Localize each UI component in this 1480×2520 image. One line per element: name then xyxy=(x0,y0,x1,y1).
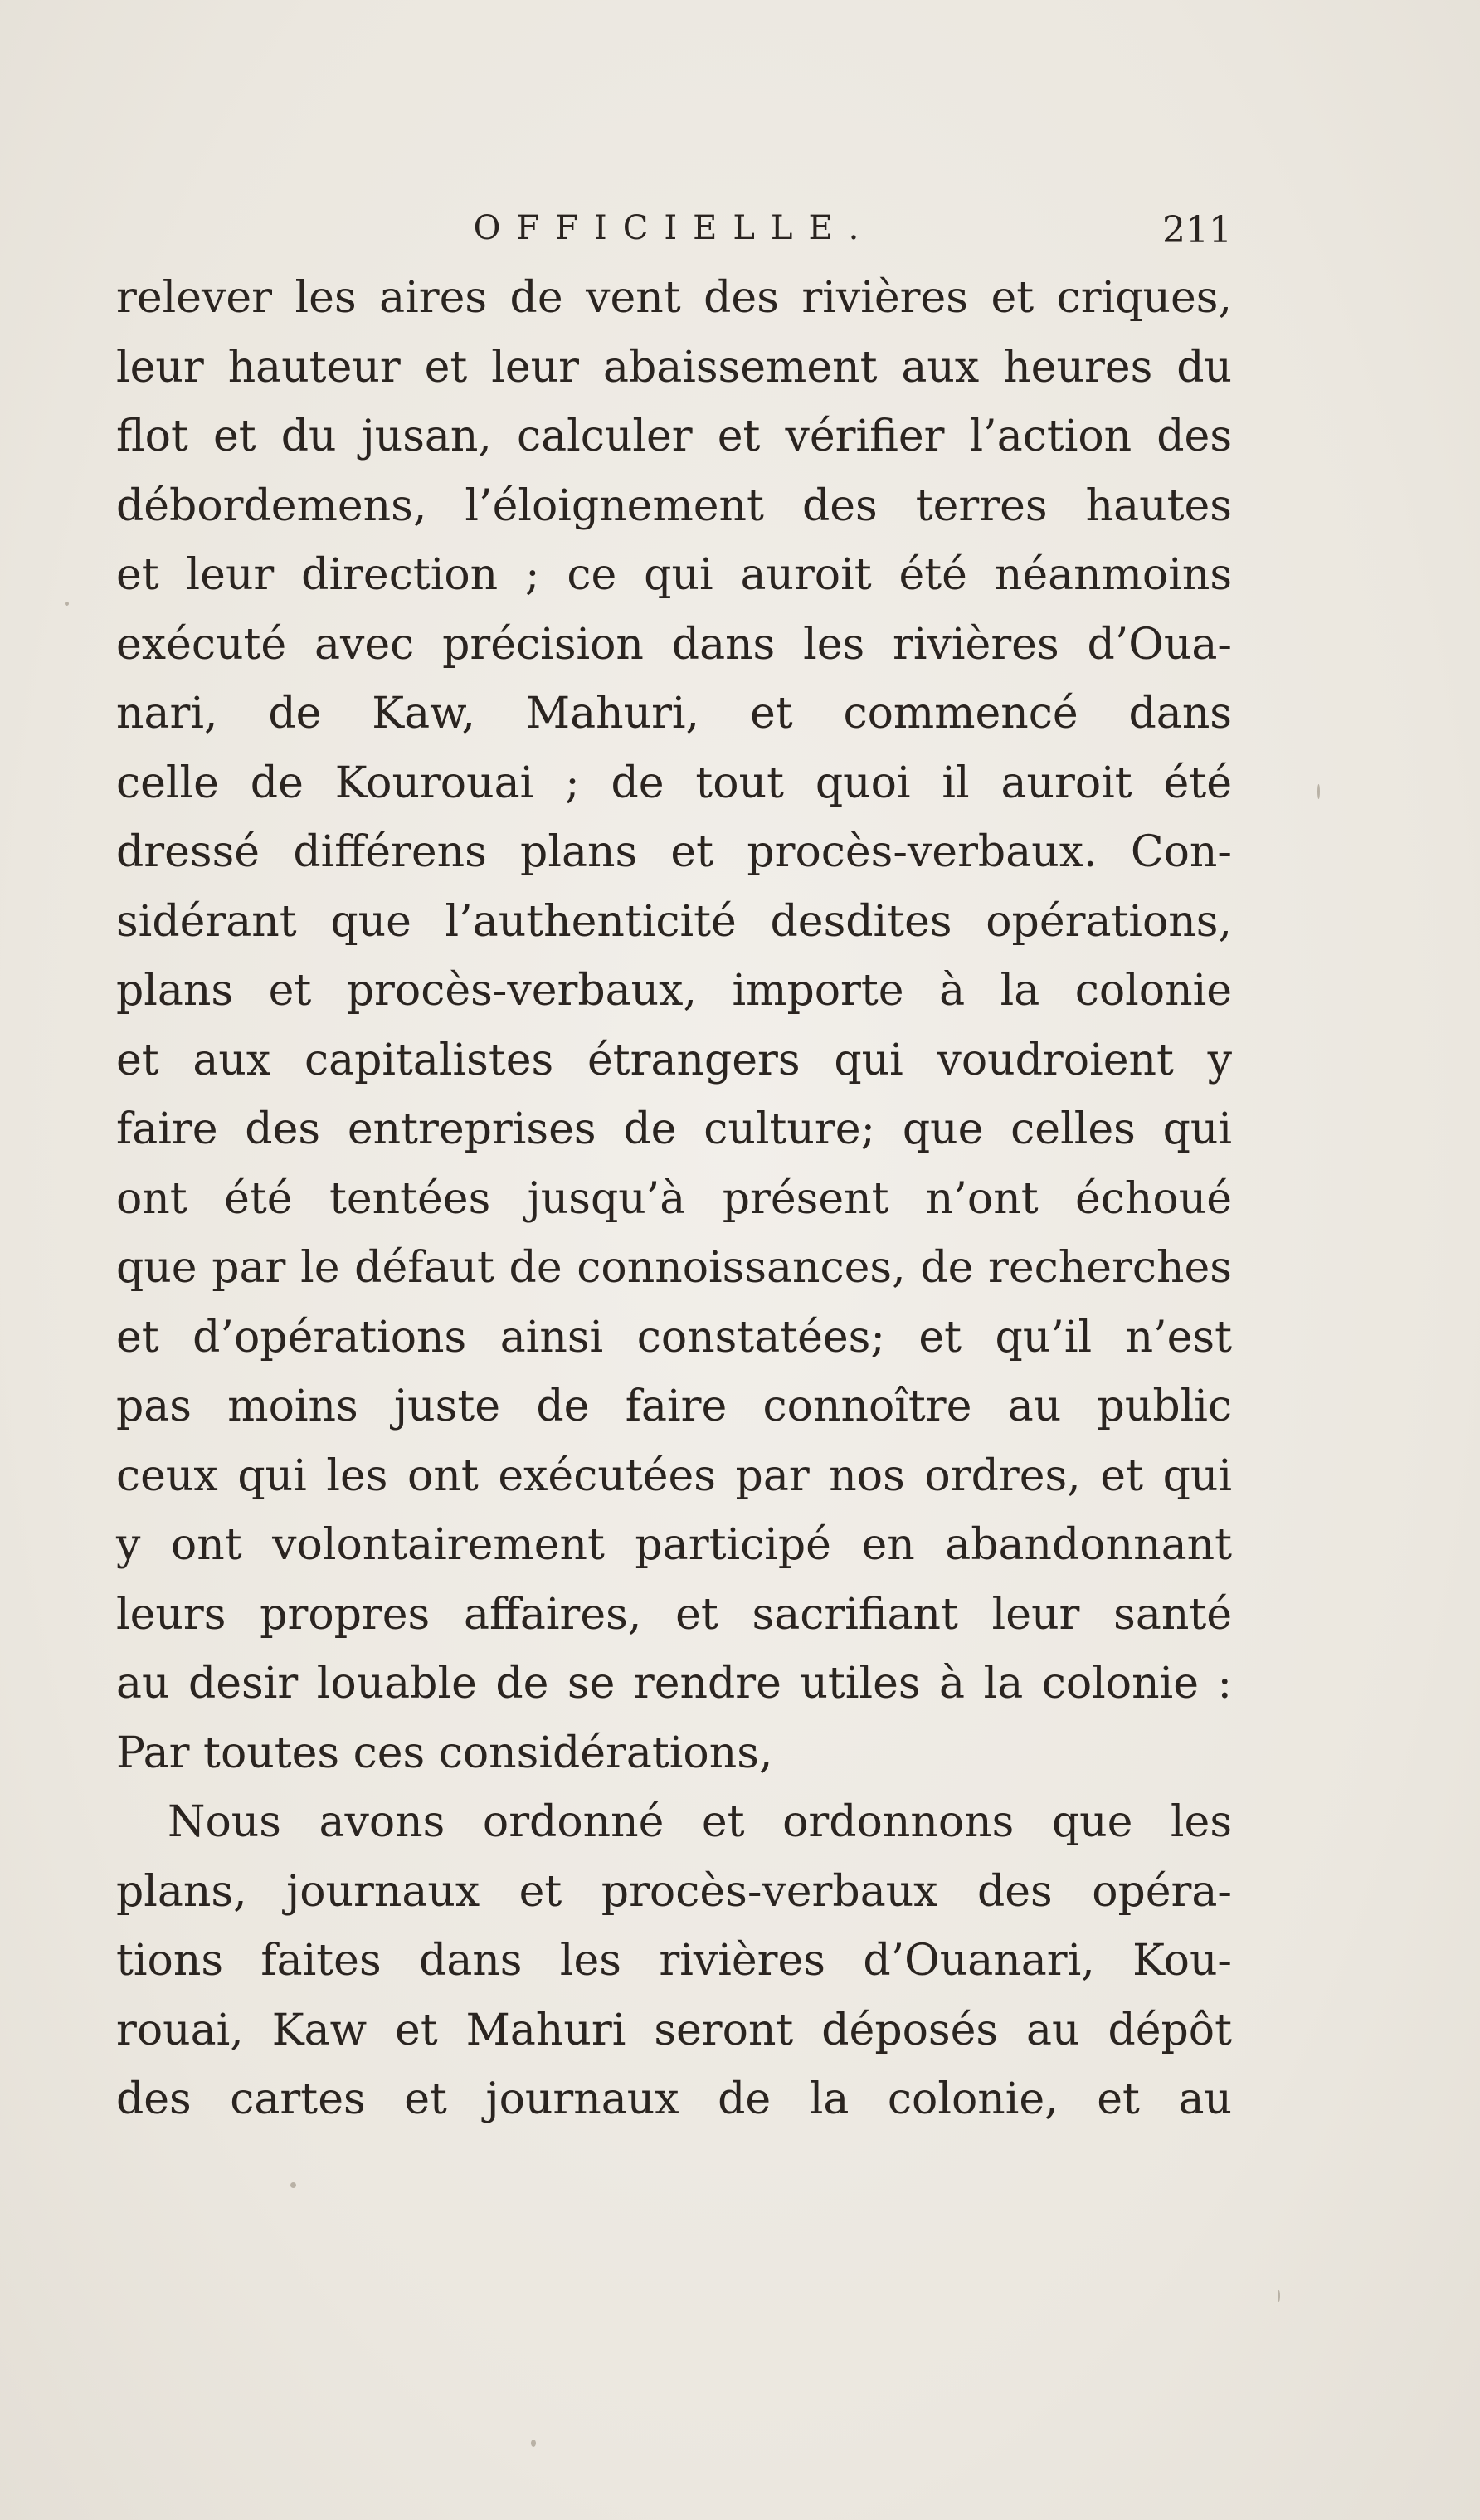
text-line: leurs propres affaires, et sacrifiant leur santé xyxy=(116,1589,1232,1640)
text-line: et d’opérations ainsi constatées; et qu’il n’est xyxy=(116,1312,1232,1362)
text-line: faire des entreprises de culture; que celles qui xyxy=(116,1104,1232,1154)
text-line: ont été tentées jusqu’à présent n’ont échoué xyxy=(116,1173,1232,1224)
paper-speck xyxy=(1317,784,1320,799)
text-line: pas moins juste de faire connoître au public xyxy=(116,1382,1232,1431)
paper-speck xyxy=(65,602,69,606)
running-head xyxy=(116,209,1232,259)
text-line: et leur direction ; ce qui auroit été néanmoins xyxy=(116,550,1232,600)
body-text xyxy=(116,264,1232,2135)
text-line: ceux qui les ont exécutées par nos ordres, et qui xyxy=(116,1450,1232,1501)
text-line: exécuté avec précision dans les rivières d’Oua- xyxy=(116,619,1232,670)
text-line: celle de Kourouai ; de tout quoi il auroit été xyxy=(116,758,1232,808)
text-line: au desir louable de se rendre utiles à la colonie : xyxy=(116,1659,1232,1708)
text-line: y ont volontairement participé en abandonnant xyxy=(116,1520,1232,1570)
text-line: des cartes et journaux de la colonie, et au xyxy=(116,2074,1232,2124)
page-number: 211 xyxy=(1162,209,1232,251)
text-line: rouai, Kaw et Mahuri seront déposés au dépôt xyxy=(116,2005,1232,2055)
text-line: plans et procès-verbaux, importe à la colonie xyxy=(116,966,1232,1016)
text-line: et aux capitalistes étrangers qui voudroient y xyxy=(116,1035,1232,1085)
text-line: flot et du jusan, calculer et vérifier l’action des xyxy=(116,412,1232,461)
paragraph-start-line: Nous avons ordonné et ordonnons que les xyxy=(168,1797,1232,1847)
text-line: tions faites dans les rivières d’Ouanari, Kou- xyxy=(116,1936,1232,1986)
text-line: sidérant que l’authenticité desdites opérations, xyxy=(116,896,1232,947)
paper-speck xyxy=(1278,2290,1280,2302)
text-line: que par le défaut de connoissances, de recherches xyxy=(116,1243,1232,1293)
paper-speck xyxy=(531,2440,536,2447)
running-title: OFFICIELLE. xyxy=(473,209,875,247)
text-line: leur hauteur et leur abaissement aux heures du xyxy=(116,342,1232,392)
text-line: nari, de Kaw, Mahuri, et commencé dans xyxy=(116,689,1232,738)
paper-speck xyxy=(290,2182,296,2188)
text-line: dressé différens plans et procès-verbaux. Con- xyxy=(116,827,1232,877)
text-line: plans, journaux et procès-verbaux des opéra- xyxy=(116,1866,1232,1917)
text-line: débordemens, l’éloignement des terres hautes xyxy=(116,480,1232,531)
paragraph-end-line: Par toutes ces considérations, xyxy=(116,1728,773,1778)
text-line: relever les aires de vent des rivières et criques, xyxy=(116,273,1232,323)
